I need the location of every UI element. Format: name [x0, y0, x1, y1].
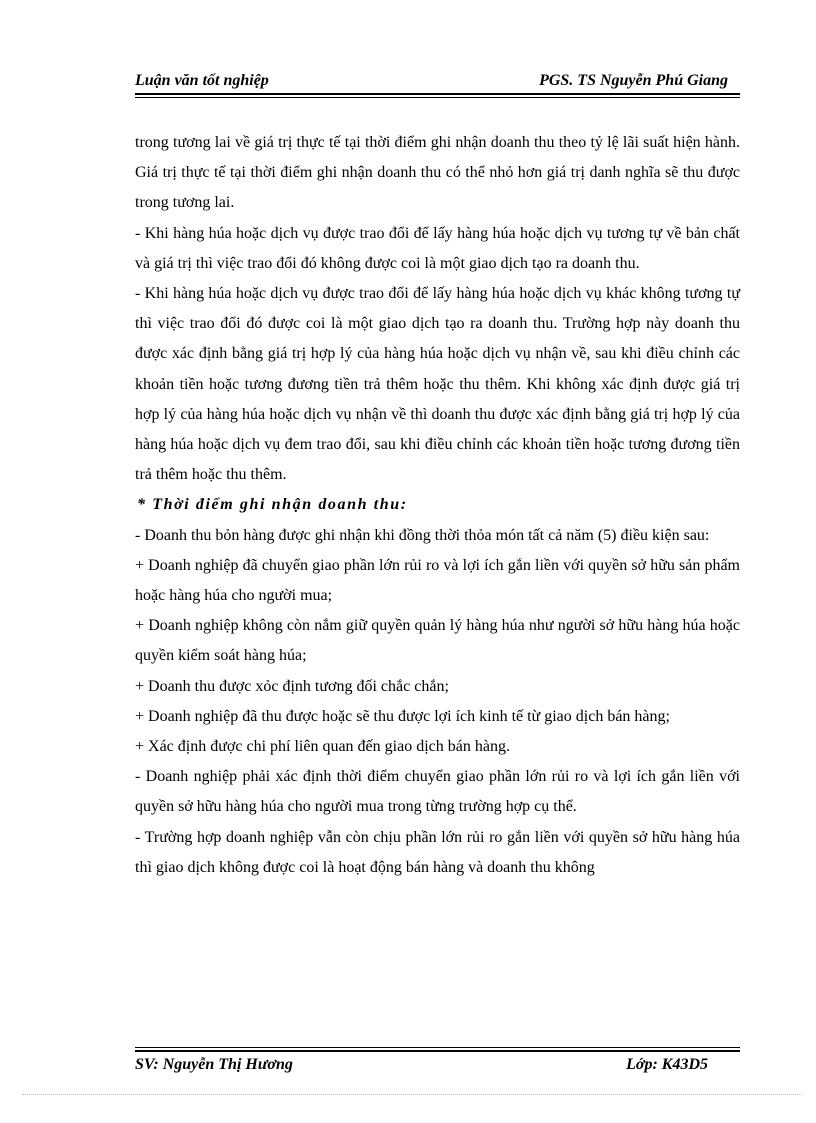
header-thesis-title: Luận văn tốt nghiệp [135, 72, 269, 89]
footer-class-code: Lớp: K43D5 [626, 1056, 708, 1073]
paragraph: - Khi hàng húa hoặc dịch vụ được trao đổi để lấy hàng húa hoặc dịch vụ tương tự về bản chất và giá trị thì việc trao đổi đó không được coi là một giao dịch tạo ra doanh thu. [135, 224, 740, 272]
page-footer [135, 1056, 740, 1078]
footer-student-name: SV: Nguyễn Thị Hương [135, 1056, 293, 1073]
page-header [135, 72, 740, 94]
body-text [135, 128, 740, 883]
paragraph: - Doanh thu bỏn hàng được ghi nhận khi đồng thời thỏa món tất cả năm (5) điều kiện sau: [135, 526, 710, 544]
page-bottom-dotted-line [22, 1094, 802, 1095]
paragraph: + Doanh nghiệp không còn nắm giữ quyền quản lý hàng húa như người sở hữu hàng húa hoặc quyền kiểm soát hàng húa; [135, 617, 740, 665]
paragraph: - Trường hợp doanh nghiệp vẫn còn chịu phần lớn rủi ro gắn liền với quyền sở hữu hàng húa thì giao dịch không được coi là hoạt động bán hàng và doanh thu không [135, 828, 740, 876]
header-rule-thin [135, 97, 740, 98]
header-advisor-name: PGS. TS Nguyễn Phú Giang [539, 72, 728, 89]
paragraph: trong tương lai về giá trị thực tế tại thời điểm ghi nhận doanh thu theo tỷ lệ lãi suất hiện hành. Giá trị thực tế tại thời điểm ghi nhận doanh thu có thể nhỏ hơn giá trị danh nghĩa sẽ thu được trong tương lai. [135, 134, 740, 212]
footer-rule-thick [135, 1050, 740, 1052]
section-heading: * Thời điểm ghi nhận doanh thu: [137, 496, 408, 514]
paragraph: - Doanh nghiệp phải xác định thời điểm chuyển giao phần lớn rủi ro và lợi ích gắn liền với quyền sở hữu hàng húa cho người mua trong từng trường hợp cụ thể. [135, 768, 740, 816]
header-rule-thick [135, 93, 740, 95]
footer-rule-thin [135, 1047, 740, 1048]
paragraph: + Doanh thu được xỏc định tương đối chắc chắn; [135, 677, 449, 695]
paragraph: + Doanh nghiệp đã chuyển giao phần lớn rủi ro và lợi ích gắn liền với quyền sở hữu sản phẩm hoặc hàng húa cho người mua; [135, 556, 740, 605]
paragraph: + Xác định được chi phí liên quan đến giao dịch bán hàng. [135, 738, 510, 756]
paragraph: - Khi hàng húa hoặc dịch vụ được trao đổi để lấy hàng húa hoặc dịch vụ khác không tương tự thì việc trao đổi đó được coi là một giao dịch tạo ra doanh thu. Trường hợp này doanh thu được xác định bằng giá trị hợp lý của hàng húa hoặc dịch vụ nhận về, sau khi điều chỉnh các khoản tiền hoặc tương đương tiền trả thêm hoặc thu thêm. Khi không xác định được giá trị hợp lý của hàng húa hoặc dịch vụ nhận về thì doanh thu được xác định bằng giá trị hợp lý của hàng húa hoặc dịch vụ đem trao đổi, sau khi điều chỉnh các khoản tiền hoặc tương đương tiền trả thêm hoặc thu thêm. [135, 285, 740, 484]
paragraph: + Doanh nghiệp đã thu được hoặc sẽ thu được lợi ích kinh tế từ giao dịch bán hàng; [135, 707, 670, 725]
